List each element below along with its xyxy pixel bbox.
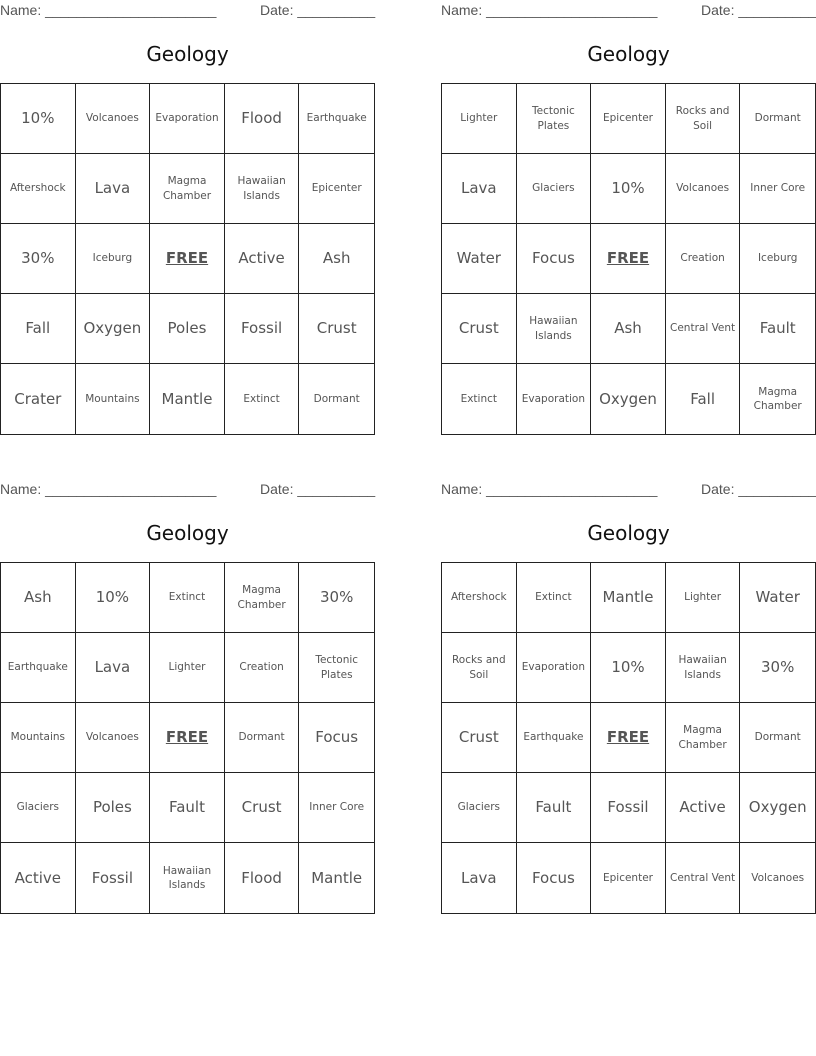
date-label: Date: __________ [260, 481, 376, 497]
bingo-cell: Extinct [225, 364, 300, 434]
date-label: Date: __________ [701, 481, 816, 497]
bingo-cell: Volcanoes [76, 703, 151, 773]
bingo-cell: Lighter [666, 563, 741, 633]
card-title: Geology [587, 42, 670, 66]
free-space-cell: FREE [150, 703, 225, 773]
name-label: Name: ______________________ [441, 2, 658, 18]
bingo-cell: Central Vent [666, 294, 741, 364]
bingo-cell: 10% [591, 633, 666, 703]
bingo-cell: Dormant [313, 392, 360, 405]
bingo-cell: Fault [740, 294, 815, 364]
bingo-cell: Glaciers [517, 154, 592, 224]
bingo-cell: Earthquake [1, 633, 76, 703]
bingo-cell: Crust [442, 703, 517, 773]
bingo-cell: Focus [517, 224, 592, 294]
bingo-cell: Focus [299, 703, 374, 773]
bingo-grid [0, 83, 375, 435]
bingo-cell: Rocks and Soil [442, 633, 517, 703]
bingo-cell: Magma Chamber [225, 563, 300, 633]
bingo-cell: Fault [150, 773, 225, 843]
bingo-cell: Mantle [311, 868, 363, 887]
bingo-cell: Magma Chamber [666, 703, 741, 773]
bingo-cell: Aftershock [442, 563, 517, 633]
bingo-cell: Oxygen [740, 773, 815, 843]
bingo-cell: Ash [1, 563, 76, 633]
bingo-cell: Mountains [76, 364, 151, 434]
bingo-cell: 10% [591, 154, 666, 224]
bingo-cell: Water [442, 224, 517, 294]
bingo-cell: Evaporation [517, 364, 592, 434]
bingo-cell: Inner Core [299, 773, 374, 843]
date-label: Date: __________ [701, 2, 816, 18]
bingo-cell: Fault [517, 773, 592, 843]
bingo-cell: Earthquake [517, 703, 592, 773]
bingo-cell: Oxygen [591, 364, 666, 434]
card-title: Geology [146, 521, 229, 545]
name-label: Name: ______________________ [0, 481, 217, 497]
bingo-cell: Crust [442, 294, 517, 364]
name-label: Name: ______________________ [441, 481, 658, 497]
bingo-card [441, 0, 816, 440]
bingo-cell: Fall [666, 364, 741, 434]
card-title: Geology [587, 521, 670, 545]
bingo-cell: Water [740, 563, 815, 633]
bingo-cell: Aftershock [1, 154, 76, 224]
bingo-cell: Evaporation [517, 633, 592, 703]
bingo-cell: Earthquake [299, 84, 374, 154]
bingo-cell: 10% [76, 563, 151, 633]
date-label: Date: __________ [260, 2, 376, 18]
bingo-cell: Epicenter [299, 154, 374, 224]
bingo-cell: Extinct [442, 364, 517, 434]
bingo-cell: Dormant [225, 703, 300, 773]
bingo-cell: Rocks and Soil [666, 84, 741, 154]
bingo-cell: Extinct [517, 563, 592, 633]
bingo-cell: Mantle [591, 563, 666, 633]
bingo-cell: Volcanoes [76, 84, 151, 154]
bingo-cell: Creation [225, 633, 300, 703]
bingo-cell: Lava [442, 154, 517, 224]
bingo-cell: Mantle [150, 364, 225, 434]
bingo-grid [441, 83, 816, 435]
bingo-cell: Hawaiian Islands [150, 843, 225, 913]
bingo-cell: Tectonic Plates [517, 84, 592, 154]
bingo-cell: 30% [740, 633, 815, 703]
bingo-cell: Iceburg [740, 224, 815, 294]
card-title: Geology [146, 42, 229, 66]
free-space-cell: FREE [150, 224, 225, 294]
bingo-cell: Volcanoes [751, 871, 805, 884]
bingo-cell: Oxygen [76, 294, 151, 364]
bingo-cell: 30% [299, 563, 374, 633]
bingo-cell: Lighter [150, 633, 225, 703]
bingo-cell: Hawaiian Islands [225, 154, 300, 224]
bingo-cell: Dormant [740, 703, 815, 773]
bingo-cell: Ash [591, 294, 666, 364]
bingo-cell: Hawaiian Islands [666, 633, 741, 703]
bingo-cell: Evaporation [150, 84, 225, 154]
bingo-cell: Fossil [76, 843, 151, 913]
bingo-card [441, 479, 816, 919]
bingo-cell: Fossil [225, 294, 300, 364]
bingo-cell: Epicenter [591, 843, 666, 913]
free-space-cell: FREE [591, 224, 666, 294]
bingo-cell: Creation [666, 224, 741, 294]
bingo-cell: Tectonic Plates [299, 633, 374, 703]
bingo-cell: Hawaiian Islands [517, 294, 592, 364]
bingo-cell: Poles [76, 773, 151, 843]
bingo-card [0, 0, 375, 440]
bingo-cell: Crust [299, 294, 374, 364]
bingo-cell: Active [666, 773, 741, 843]
bingo-cell: Lighter [442, 84, 517, 154]
name-label: Name: ______________________ [0, 2, 217, 18]
bingo-cell: Glaciers [442, 773, 517, 843]
bingo-cell: Iceburg [76, 224, 151, 294]
bingo-cell: Flood [225, 843, 300, 913]
bingo-cell: 30% [1, 224, 76, 294]
bingo-cell: Lava [76, 633, 151, 703]
bingo-cell: Crust [225, 773, 300, 843]
bingo-cell: Mountains [1, 703, 76, 773]
bingo-cell: Active [225, 224, 300, 294]
bingo-cell: Ash [299, 224, 374, 294]
bingo-cell: Flood [225, 84, 300, 154]
bingo-cell: Focus [517, 843, 592, 913]
bingo-card [0, 479, 375, 919]
free-space-cell: FREE [591, 703, 666, 773]
bingo-cell: Lava [442, 843, 517, 913]
bingo-cell: Epicenter [591, 84, 666, 154]
bingo-grid [441, 562, 816, 914]
bingo-cell: Extinct [150, 563, 225, 633]
bingo-cell: Magma Chamber [753, 385, 802, 412]
bingo-cell: Magma Chamber [150, 154, 225, 224]
bingo-cell: Inner Core [740, 154, 815, 224]
bingo-cell: Crater [1, 364, 76, 434]
bingo-cell: Lava [76, 154, 151, 224]
bingo-cell: 10% [1, 84, 76, 154]
bingo-grid [0, 562, 375, 914]
bingo-cell: Active [1, 843, 76, 913]
bingo-cell: Poles [150, 294, 225, 364]
bingo-cell: Central Vent [666, 843, 741, 913]
bingo-cell: Glaciers [1, 773, 76, 843]
bingo-cell: Dormant [740, 84, 815, 154]
bingo-cell: Fossil [591, 773, 666, 843]
bingo-cell: Fall [1, 294, 76, 364]
bingo-cell: Volcanoes [666, 154, 741, 224]
